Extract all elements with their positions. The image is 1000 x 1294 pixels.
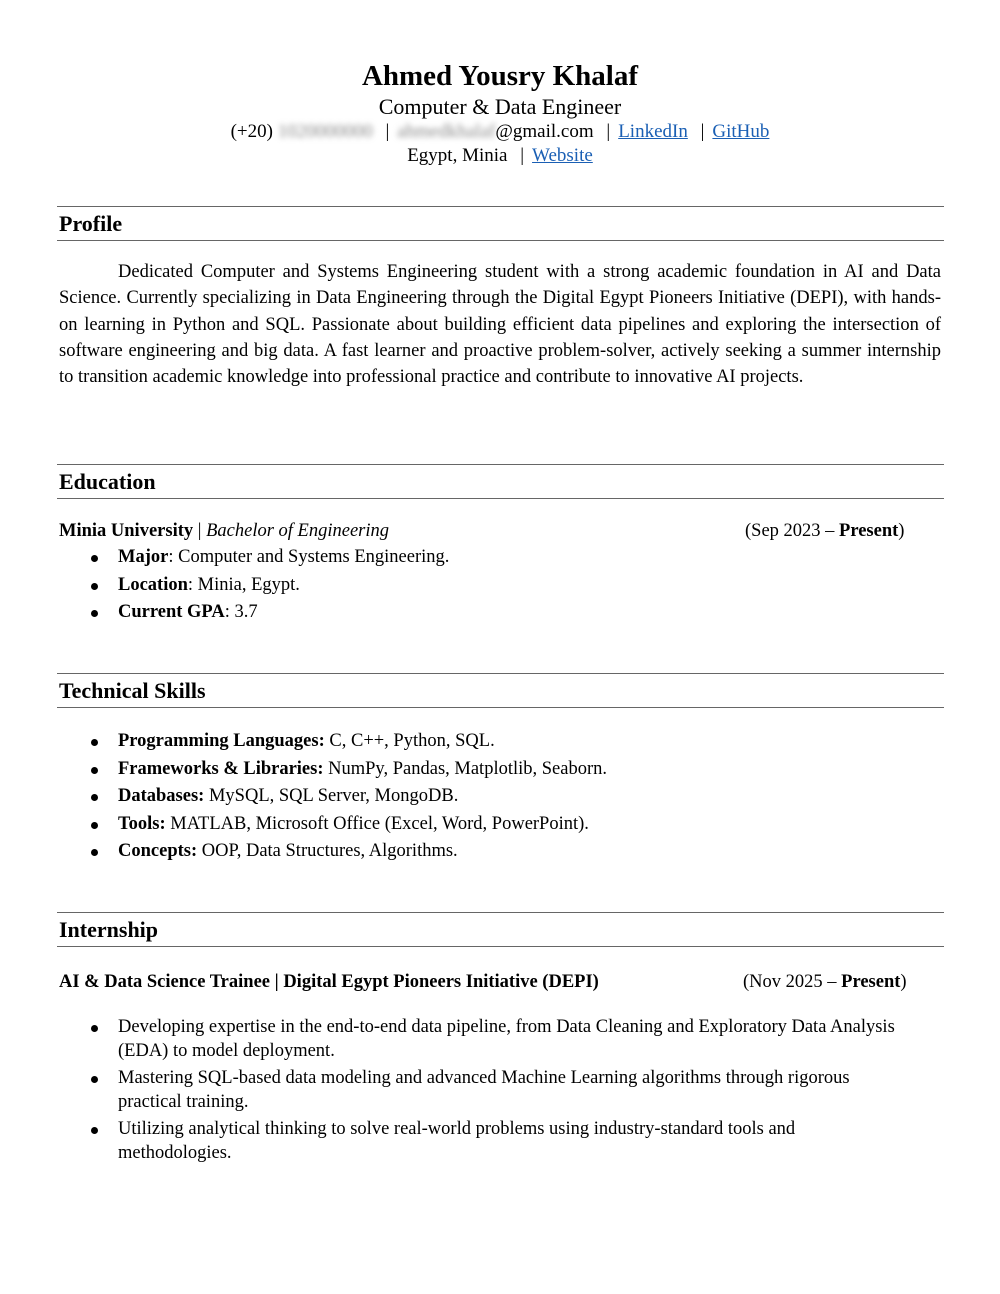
profile-section: [57, 206, 944, 241]
item-value: NumPy, Pandas, Matplotlib, Seaborn.: [323, 758, 607, 779]
internship-details: [59, 1016, 909, 1169]
list-item: Mastering SQL-based data modeling and advanced Machine Learning algorithms through rigorous practical training.: [59, 1067, 909, 1114]
item-label: Location: [118, 574, 188, 595]
date-close: ): [898, 521, 905, 541]
item-label: Programming Languages:: [118, 731, 325, 751]
item-value: MySQL, SQL Server, MongoDB.: [204, 786, 459, 806]
item-label: Major: [118, 547, 169, 567]
internship-dates: [743, 970, 907, 994]
date-end: Present: [839, 521, 899, 541]
candidate-name: Ahmed Yousry Khalaf: [361, 60, 639, 92]
internship-role: AI & Data Science Trainee | Digital Egypt Pioneers Initiative (DEPI): [59, 972, 599, 992]
github-link[interactable]: GitHub: [712, 121, 770, 142]
item-label: Databases:: [118, 786, 205, 806]
phone-number-redacted: 1020000000: [277, 121, 373, 142]
list-item: Utilizing analytical thinking to solve real-world problems using industry-standard tools and methodologies.: [59, 1118, 909, 1165]
item-label: Frameworks & Libraries:: [118, 758, 324, 779]
website-link[interactable]: Website: [532, 145, 593, 166]
resume-header: [0, 58, 1000, 168]
item-value: : Computer and Systems Engineering.: [168, 547, 450, 567]
item-value: C, C++, Python, SQL.: [324, 731, 495, 751]
date-close: ): [900, 972, 907, 992]
item-label: Current GPA: [118, 602, 225, 622]
item-value: : Minia, Egypt.: [187, 574, 300, 595]
item-label: Concepts:: [118, 841, 198, 861]
section-heading-education: Education: [57, 464, 944, 499]
location: Egypt, Minia: [407, 145, 508, 166]
date-end: Present: [841, 972, 901, 992]
list-item: [59, 572, 919, 600]
item-label: Tools:: [118, 813, 166, 834]
skills-list: [59, 728, 919, 866]
skills-section: [57, 673, 944, 708]
education-section: [57, 464, 944, 499]
list-item: [59, 728, 919, 756]
education-entry: [59, 519, 919, 543]
school-name: Minia University: [59, 521, 194, 541]
education-details: [59, 544, 919, 627]
list-item: [59, 756, 919, 784]
email-user-redacted: ahmedkhalaf: [397, 121, 496, 142]
list-item: [59, 838, 919, 866]
separator: |: [520, 145, 525, 166]
internship-entry: [59, 970, 919, 994]
section-heading-internship: Internship: [57, 912, 944, 947]
internship-section: [57, 912, 944, 947]
item-value: MATLAB, Microsoft Office (Excel, Word, PowerPoint).: [165, 813, 589, 834]
date-start: (Nov 2025 –: [743, 972, 842, 992]
separator: |: [385, 121, 390, 142]
list-item: [59, 811, 919, 839]
list-item: [59, 783, 919, 811]
location-line: [0, 144, 1000, 168]
email-domain: @gmail.com: [495, 121, 594, 142]
section-heading-profile: Profile: [57, 206, 944, 241]
profile-summary: Dedicated Computer and Systems Engineering student with a strong academic foundation in AI and Data Science. Currently specializing in Data Engineering through the Digital Egypt Pioneers Initiative (DEPI), with hands-on learning in Python and SQL. Passionate about building efficient data pipelines and exploring the intersection of software engineering and big data. A fast learner and proactive problem-solver, actively seeking a summer internship to transition academic knowledge into professional practice and contribute to innovative AI projects.: [59, 262, 941, 388]
section-heading-skills: Technical Skills: [57, 673, 944, 708]
education-dates: [745, 519, 904, 543]
contact-line: [0, 120, 1000, 144]
separator: |: [700, 121, 705, 142]
degree: Bachelor of Engineering: [206, 521, 389, 541]
list-item: Developing expertise in the end-to-end data pipeline, from Data Cleaning and Exploratory Data Analysis (EDA) to model deployment.: [59, 1016, 909, 1063]
list-item: [59, 544, 919, 572]
linkedin-link[interactable]: LinkedIn: [618, 121, 688, 142]
candidate-title: Computer & Data Engineer: [378, 94, 622, 119]
separator: |: [606, 121, 611, 142]
phone-prefix: (+20): [230, 121, 273, 142]
list-item: [59, 599, 919, 627]
item-value: : 3.7: [224, 602, 258, 622]
divider: |: [193, 521, 207, 541]
date-start: (Sep 2023 –: [745, 521, 840, 541]
item-value: OOP, Data Structures, Algorithms.: [197, 841, 458, 861]
